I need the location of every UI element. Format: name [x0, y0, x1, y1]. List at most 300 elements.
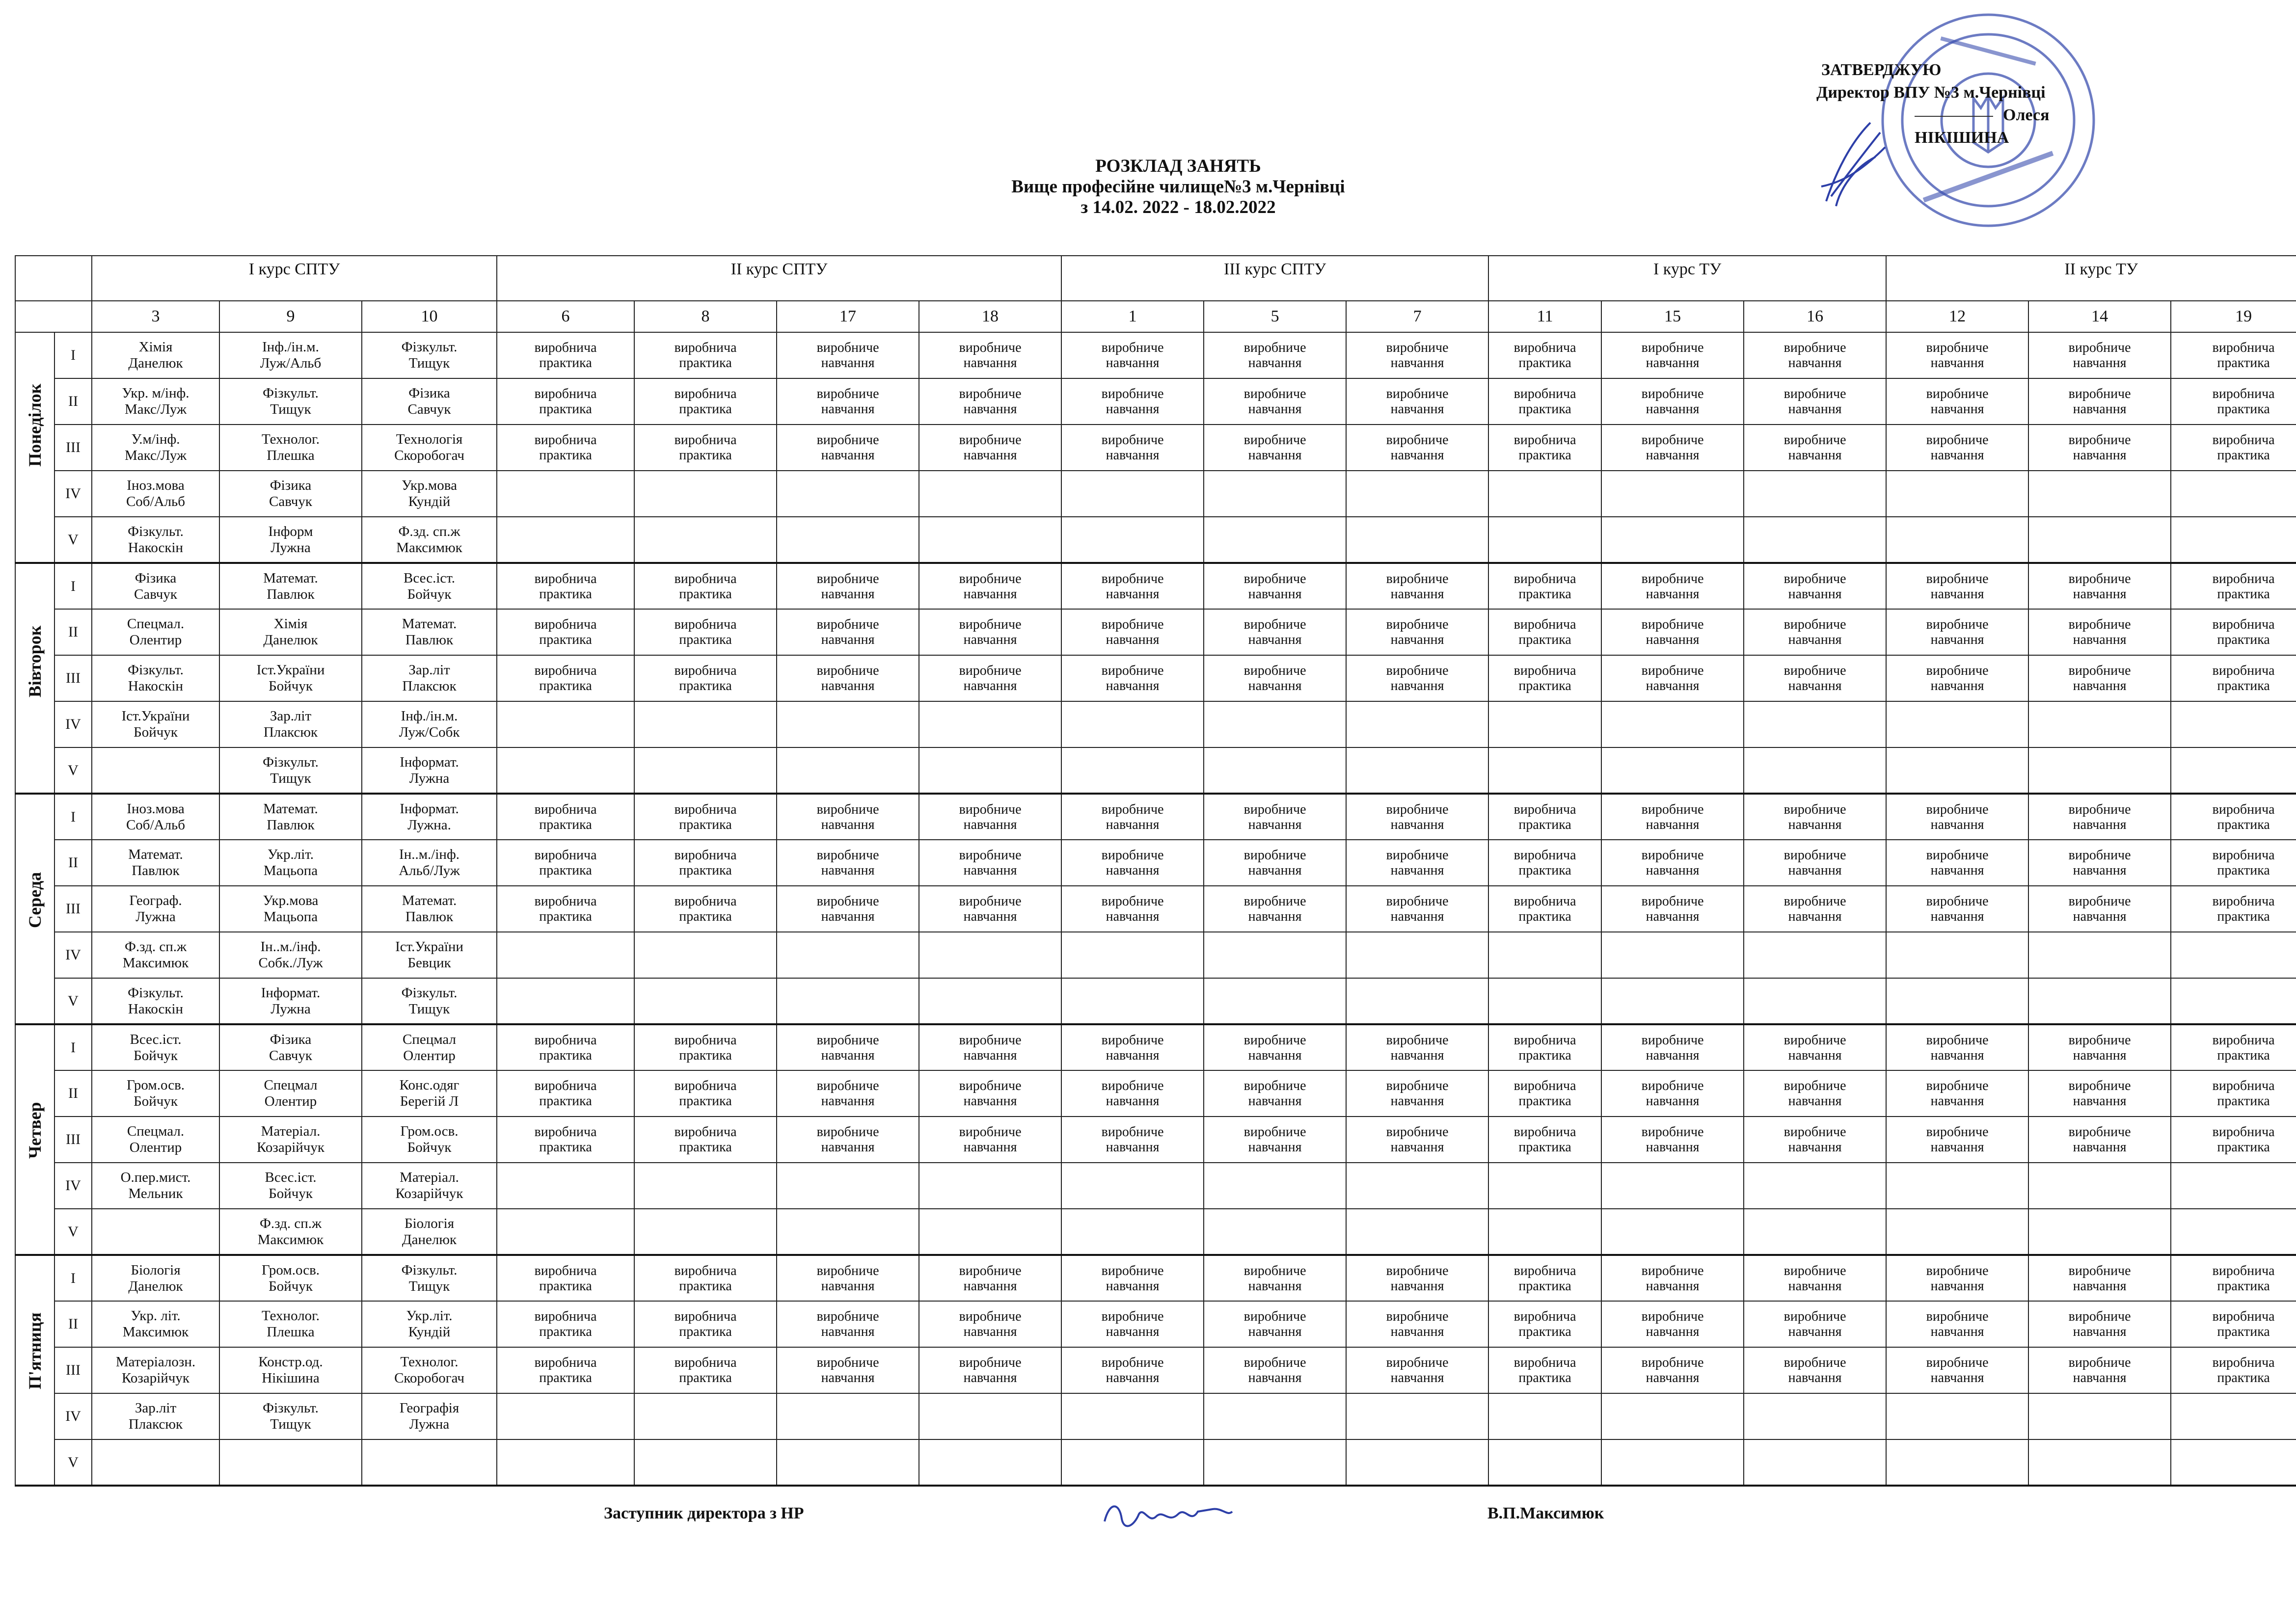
practice-kind: навчання	[1106, 401, 1160, 417]
practice-kind: навчання	[1788, 1140, 1842, 1155]
practice-cell	[919, 794, 1061, 840]
practice-type: виробниче	[1783, 617, 1846, 632]
practice-cell	[1204, 655, 1346, 701]
lesson-teacher: Савчук	[407, 401, 451, 417]
practice-cell	[919, 1117, 1061, 1163]
lesson-cell	[362, 932, 497, 978]
lesson-cell	[219, 747, 362, 794]
lesson-cell	[362, 747, 497, 794]
practice-type: виробнича	[1513, 1355, 1576, 1370]
practice-type: виробниче	[816, 1124, 879, 1140]
practice-cell	[2171, 1070, 2296, 1117]
practice-kind: практика	[2217, 586, 2270, 602]
practice-type: виробнича	[534, 663, 597, 678]
lesson-subject: Гром.осв.	[261, 1262, 320, 1278]
lesson-teacher: Нікішина	[262, 1370, 320, 1386]
practice-cell	[497, 378, 634, 425]
practice-cell	[1744, 1255, 1886, 1301]
practice-kind: практика	[1518, 355, 1571, 371]
practice-kind: навчання	[1390, 448, 1444, 463]
practice-kind: навчання	[1930, 632, 1984, 647]
lesson-teacher: Альб/Луж	[399, 863, 460, 878]
practice-cell	[1204, 517, 1346, 563]
lesson-cell	[219, 701, 362, 747]
practice-kind: навчання	[2073, 586, 2127, 602]
practice-type: виробнича	[2212, 1309, 2275, 1324]
lesson-teacher: Скоробогач	[394, 448, 464, 463]
practice-cell	[1204, 701, 1346, 747]
practice-type: виробнича	[1513, 1309, 1576, 1324]
lesson-cell	[219, 563, 362, 609]
practice-type: виробнича	[1513, 432, 1576, 448]
practice-cell	[1061, 978, 1204, 1024]
practice-kind: практика	[679, 678, 732, 693]
lesson-subject: Укр.літ.	[267, 847, 314, 862]
practice-cell	[1061, 1070, 1204, 1117]
schedule-row	[15, 1070, 2296, 1117]
practice-kind: навчання	[1248, 401, 1302, 417]
practice-cell	[2171, 1024, 2296, 1070]
practice-type: виробниче	[1386, 1309, 1449, 1324]
course-header: І курс ТУ	[1488, 256, 1886, 301]
practice-type: виробниче	[959, 340, 1022, 355]
practice-kind: навчання	[821, 632, 875, 647]
schedule-row	[15, 1439, 2296, 1486]
group-number: 7	[1346, 301, 1488, 332]
course-header: ІІІ курс СПТУ	[1061, 256, 1488, 301]
practice-cell	[777, 655, 919, 701]
practice-kind: практика	[2217, 1278, 2270, 1294]
practice-kind: навчання	[1106, 632, 1160, 647]
practice-kind: практика	[1518, 1140, 1571, 1155]
practice-cell	[1488, 517, 1601, 563]
practice-type: виробниче	[1783, 801, 1846, 817]
practice-cell	[919, 425, 1061, 471]
practice-cell	[497, 1255, 634, 1301]
group-number: 3	[92, 301, 219, 332]
lesson-teacher: Данелюк	[263, 632, 318, 648]
practice-kind: навчання	[2073, 817, 2127, 832]
practice-type: виробнича	[674, 848, 737, 863]
schedule-row	[15, 563, 2296, 609]
practice-cell	[1204, 1347, 1346, 1393]
lesson-cell	[92, 517, 219, 563]
schedule-row	[15, 471, 2296, 517]
practice-kind: навчання	[1646, 1093, 1700, 1109]
lesson-teacher: Максимюк	[122, 955, 189, 971]
lesson-cell	[362, 701, 497, 747]
practice-kind: навчання	[963, 678, 1017, 693]
practice-cell	[2028, 747, 2171, 794]
lesson-subject: Всес.іст.	[130, 1031, 182, 1047]
pair-number: V	[54, 517, 92, 563]
practice-type: виробниче	[816, 340, 879, 355]
practice-kind: навчання	[1390, 1278, 1444, 1294]
lesson-cell	[219, 425, 362, 471]
practice-cell	[1061, 655, 1204, 701]
practice-cell	[497, 1024, 634, 1070]
practice-kind: навчання	[1646, 1324, 1700, 1339]
practice-cell	[1204, 794, 1346, 840]
practice-cell	[1744, 1301, 1886, 1347]
practice-cell	[497, 563, 634, 609]
lesson-teacher: Накоскін	[128, 678, 184, 694]
practice-cell	[1204, 932, 1346, 978]
practice-cell	[1488, 332, 1601, 378]
practice-type: виробниче	[816, 1309, 879, 1324]
practice-kind: практика	[539, 1278, 592, 1294]
lesson-teacher: Олентир	[129, 632, 182, 648]
lesson-teacher: Козарійчук	[122, 1370, 189, 1386]
practice-kind: практика	[539, 586, 592, 602]
practice-type: виробниче	[1243, 1355, 1306, 1370]
course-header: І курс СПТУ	[92, 256, 497, 301]
practice-cell	[1061, 1393, 1204, 1439]
lesson-subject: Інформат.	[400, 754, 459, 770]
practice-kind: навчання	[1646, 401, 1700, 417]
practice-cell	[919, 609, 1061, 655]
schedule-row	[15, 886, 2296, 932]
lesson-teacher: Максимюк	[396, 539, 462, 556]
lesson-subject: Фізкульт.	[263, 1400, 319, 1416]
practice-type: виробниче	[1101, 848, 1164, 863]
practice-cell	[1204, 747, 1346, 794]
practice-type: виробниче	[1386, 617, 1449, 632]
practice-cell	[1886, 1393, 2028, 1439]
practice-cell	[634, 1070, 777, 1117]
practice-kind: практика	[2217, 1324, 2270, 1339]
practice-cell	[1204, 609, 1346, 655]
practice-cell	[1601, 1024, 1744, 1070]
schedule-row	[15, 517, 2296, 563]
practice-type: виробниче	[1101, 1078, 1164, 1093]
practice-type: виробниче	[1926, 432, 1989, 448]
practice-cell	[2028, 701, 2171, 747]
corner-cell	[15, 301, 92, 332]
lesson-subject: Математ.	[402, 893, 457, 908]
practice-cell	[1204, 1439, 1346, 1486]
group-number: 9	[219, 301, 362, 332]
lesson-teacher: Лужна	[135, 909, 176, 925]
schedule-row	[15, 747, 2296, 794]
practice-type: виробниче	[1926, 1078, 1989, 1093]
practice-kind: навчання	[1930, 1047, 1984, 1063]
practice-type: виробниче	[816, 663, 879, 678]
lesson-subject: Біологія	[131, 1262, 181, 1278]
practice-kind: навчання	[1788, 355, 1842, 371]
practice-kind: практика	[2217, 678, 2270, 693]
lesson-subject: Всес.іст.	[404, 570, 455, 586]
schedule-row	[15, 609, 2296, 655]
practice-kind: навчання	[1248, 355, 1302, 371]
practice-type: виробниче	[959, 1078, 1022, 1093]
practice-cell	[1744, 701, 1886, 747]
practice-type: виробнича	[534, 1124, 597, 1140]
practice-cell	[2028, 563, 2171, 609]
practice-cell	[919, 701, 1061, 747]
lesson-cell	[219, 840, 362, 886]
practice-type: виробниче	[1783, 1124, 1846, 1140]
practice-cell	[1061, 1209, 1204, 1255]
practice-kind: практика	[1518, 401, 1571, 417]
lesson-cell	[92, 1439, 219, 1486]
practice-cell	[1346, 1024, 1488, 1070]
practice-type: виробниче	[1783, 1309, 1846, 1324]
practice-type: виробнича	[2212, 617, 2275, 632]
practice-kind: практика	[1518, 448, 1571, 463]
practice-cell	[1488, 471, 1601, 517]
practice-kind: практика	[679, 909, 732, 924]
group-number: 15	[1601, 301, 1744, 332]
practice-kind: практика	[679, 586, 732, 602]
practice-type: виробнича	[534, 571, 597, 586]
practice-cell	[919, 886, 1061, 932]
practice-type: виробниче	[1783, 663, 1846, 678]
lesson-teacher: Данелюк	[402, 1231, 457, 1248]
practice-kind: навчання	[821, 1047, 875, 1063]
group-number: 8	[634, 301, 777, 332]
practice-cell	[2171, 1393, 2296, 1439]
practice-cell	[2028, 794, 2171, 840]
practice-cell	[1488, 701, 1601, 747]
lesson-subject: Іноз.мова	[127, 800, 185, 817]
practice-kind: навчання	[1930, 1093, 1984, 1109]
lesson-subject: Укр. літ.	[131, 1308, 181, 1324]
lesson-cell	[219, 1255, 362, 1301]
practice-cell	[1204, 1255, 1346, 1301]
lesson-cell	[362, 886, 497, 932]
lesson-subject: Математ.	[128, 847, 183, 862]
practice-cell	[2171, 1347, 2296, 1393]
practice-cell	[1886, 1301, 2028, 1347]
practice-cell	[1204, 378, 1346, 425]
practice-cell	[777, 471, 919, 517]
practice-cell	[1744, 517, 1886, 563]
schedule-subtitle: Вище професійне чилище№3 м.Чернівці	[1011, 177, 1345, 197]
practice-kind: навчання	[963, 401, 1017, 417]
practice-cell	[2171, 1209, 2296, 1255]
practice-kind: навчання	[963, 586, 1017, 602]
practice-kind: навчання	[1646, 586, 1700, 602]
lesson-cell	[92, 655, 219, 701]
practice-cell	[2028, 840, 2171, 886]
schedule-row	[15, 701, 2296, 747]
practice-cell	[1886, 886, 2028, 932]
practice-type: виробниче	[1101, 1309, 1164, 1324]
practice-kind: практика	[539, 1047, 592, 1063]
practice-kind: навчання	[1106, 1324, 1160, 1339]
lesson-cell	[362, 609, 497, 655]
practice-type: виробниче	[816, 1355, 879, 1370]
practice-type: виробниче	[1641, 1124, 1704, 1140]
practice-kind: навчання	[1248, 678, 1302, 693]
practice-type: виробнича	[1513, 1124, 1576, 1140]
practice-kind: навчання	[1390, 678, 1444, 693]
practice-cell	[1744, 886, 1886, 932]
practice-type: виробниче	[1641, 1309, 1704, 1324]
practice-kind: практика	[679, 817, 732, 832]
lesson-cell	[362, 1255, 497, 1301]
practice-kind: навчання	[1106, 863, 1160, 878]
practice-cell	[919, 332, 1061, 378]
pair-number: ІІ	[54, 840, 92, 886]
practice-cell	[2171, 1163, 2296, 1209]
practice-cell	[1744, 794, 1886, 840]
practice-cell	[1488, 1209, 1601, 1255]
practice-cell	[1601, 332, 1744, 378]
lesson-cell	[92, 563, 219, 609]
day-name-cell	[15, 1024, 54, 1255]
practice-cell	[2028, 1347, 2171, 1393]
practice-type: виробниче	[1243, 894, 1306, 909]
practice-cell	[2028, 655, 2171, 701]
practice-type: виробнича	[674, 894, 737, 909]
lesson-cell	[219, 1163, 362, 1209]
pair-number: ІІІ	[54, 1117, 92, 1163]
practice-cell	[1886, 1070, 2028, 1117]
practice-type: виробниче	[2068, 386, 2131, 401]
lesson-teacher: Лужна	[270, 1001, 311, 1017]
practice-cell	[2028, 1393, 2171, 1439]
practice-cell	[2171, 1301, 2296, 1347]
corner-cell	[15, 256, 92, 301]
lesson-cell	[219, 886, 362, 932]
practice-kind: навчання	[1788, 678, 1842, 693]
practice-kind: навчання	[1930, 817, 1984, 832]
lesson-cell	[92, 747, 219, 794]
practice-cell	[1346, 471, 1488, 517]
practice-cell	[634, 471, 777, 517]
practice-type: виробнича	[534, 1078, 597, 1093]
lesson-subject: Всес.іст.	[265, 1170, 317, 1185]
lesson-teacher: Бойчук	[407, 586, 452, 602]
schedule-table	[15, 255, 2296, 1487]
lesson-teacher: Лужна.	[407, 817, 451, 833]
lesson-teacher: Луж/Альб	[260, 355, 322, 371]
practice-kind: практика	[539, 1324, 592, 1339]
lesson-subject: Фізика	[135, 570, 177, 586]
lesson-subject: Математ.	[263, 570, 318, 586]
practice-cell	[1488, 1393, 1601, 1439]
practice-cell	[497, 794, 634, 840]
practice-kind: навчання	[1106, 1278, 1160, 1294]
group-header-row	[15, 301, 2296, 332]
practice-type: виробниче	[1641, 1032, 1704, 1048]
lesson-cell	[92, 471, 219, 517]
schedule-row	[15, 1163, 2296, 1209]
lesson-teacher: Олентир	[264, 1093, 317, 1109]
practice-kind: навчання	[1646, 909, 1700, 924]
practice-cell	[2028, 1117, 2171, 1163]
practice-kind: навчання	[1646, 1278, 1700, 1294]
practice-kind: навчання	[1106, 1140, 1160, 1155]
practice-cell	[634, 563, 777, 609]
pair-number: ІІ	[54, 1301, 92, 1347]
lesson-teacher: Тищук	[408, 1001, 450, 1017]
practice-kind: навчання	[1788, 1370, 1842, 1385]
practice-kind: навчання	[963, 1093, 1017, 1109]
practice-cell	[1346, 609, 1488, 655]
practice-cell	[1488, 1301, 1601, 1347]
practice-type: виробниче	[1783, 1355, 1846, 1370]
practice-cell	[2028, 978, 2171, 1024]
practice-cell	[1061, 1255, 1204, 1301]
course-header-row	[15, 256, 2296, 301]
day-name: Понеділок	[25, 383, 45, 467]
practice-cell	[919, 1024, 1061, 1070]
lesson-cell	[362, 1070, 497, 1117]
practice-type: виробнича	[2212, 1355, 2275, 1370]
practice-type: виробниче	[1386, 1124, 1449, 1140]
practice-type: виробниче	[959, 663, 1022, 678]
practice-cell	[634, 978, 777, 1024]
practice-cell	[497, 425, 634, 471]
practice-cell	[919, 1209, 1061, 1255]
lesson-cell	[362, 332, 497, 378]
lesson-teacher: Данелюк	[128, 355, 183, 371]
practice-type: виробниче	[1926, 340, 1989, 355]
practice-type: виробниче	[1926, 1124, 1989, 1140]
practice-cell	[634, 378, 777, 425]
lesson-teacher: Савчук	[269, 1047, 312, 1064]
practice-kind: навчання	[1788, 863, 1842, 878]
practice-cell	[1061, 378, 1204, 425]
practice-cell	[634, 1301, 777, 1347]
practice-type: виробнича	[674, 432, 737, 448]
approval-block	[1816, 59, 2131, 149]
practice-type: виробниче	[959, 1355, 1022, 1370]
practice-cell	[1061, 517, 1204, 563]
pair-number: ІІ	[54, 1070, 92, 1117]
lesson-cell	[362, 563, 497, 609]
practice-type: виробнича	[1513, 894, 1576, 909]
practice-type: виробниче	[816, 432, 879, 448]
pair-number: І	[54, 1255, 92, 1301]
practice-cell	[2028, 1163, 2171, 1209]
practice-kind: навчання	[821, 1370, 875, 1385]
practice-type: виробниче	[1386, 1078, 1449, 1093]
lesson-subject: Технолог.	[261, 431, 320, 447]
practice-cell	[1744, 378, 1886, 425]
practice-cell	[1346, 747, 1488, 794]
practice-kind: практика	[1518, 1278, 1571, 1294]
practice-kind: навчання	[963, 817, 1017, 832]
practice-cell	[919, 655, 1061, 701]
practice-type: виробниче	[1101, 432, 1164, 448]
practice-type: виробнича	[674, 1124, 737, 1140]
lesson-cell	[362, 655, 497, 701]
lesson-teacher: Бойчук	[269, 678, 313, 694]
lesson-cell	[92, 1209, 219, 1255]
practice-kind: практика	[1518, 1093, 1571, 1109]
practice-cell	[1204, 1163, 1346, 1209]
footer-position: Заступник директора з НР	[604, 1504, 804, 1522]
practice-cell	[1601, 378, 1744, 425]
lesson-subject: Географ.	[129, 893, 182, 908]
practice-cell	[1886, 1024, 2028, 1070]
practice-type: виробнича	[674, 1309, 737, 1324]
practice-type: виробниче	[1386, 848, 1449, 863]
practice-type: виробниче	[1386, 386, 1449, 401]
practice-cell	[497, 932, 634, 978]
practice-cell	[1346, 563, 1488, 609]
lesson-teacher: Максимюк	[122, 1324, 189, 1340]
lesson-cell	[92, 840, 219, 886]
lesson-subject: Укр. м/інф.	[122, 385, 189, 401]
practice-cell	[1061, 701, 1204, 747]
lesson-cell	[362, 1024, 497, 1070]
practice-cell	[1204, 1024, 1346, 1070]
